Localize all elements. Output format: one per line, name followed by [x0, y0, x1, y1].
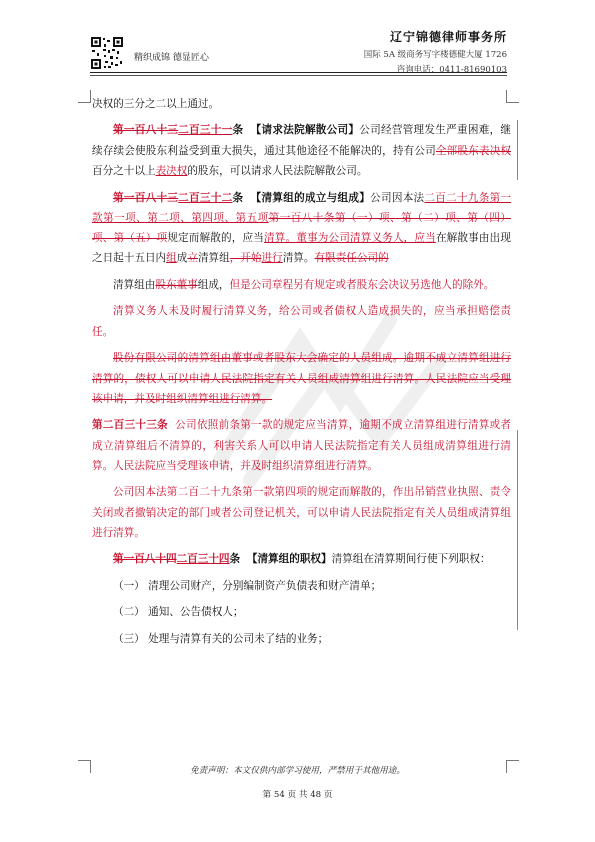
- inserted-text: 清算。董事为公司清算义务人，应当: [263, 232, 436, 245]
- document-body: [92, 94, 511, 655]
- inserted-paragraph: 清算义务人未及时履行清算义务，给公司或者债权人造成损失的，应当承担赔偿责任。: [92, 305, 511, 338]
- deleted-text: 有限责任公司的: [314, 252, 389, 265]
- inserted-paragraph: 公司因本法第二百二十九条第一款第四项的规定而解散的，作出吊销营业执照、责令关闭或者撤销决定的部门或者公司登记机关，可以申请人民法院指定有关人员组成清算组进行清算。: [92, 486, 511, 539]
- article-232: 第一百八十三二百三十二条 【清算组的成立与组成】公司因本法二百二十九条第一款第一项、第二项、第四项、第五项第一百八十条第（一）项、第（二）项、第（四）项、第（五）项规定而解散的，应当清算。董事为公司清算义务人，应当在解散事由出现之日起十五日内组成立清算组，开始进行清算。有限责任公司的: [92, 191, 512, 265]
- firm-slogan: 精织成锦 德显匠心: [134, 53, 209, 63]
- crop-mark: [78, 90, 91, 103]
- disclaimer: 免责声明：本文仅供内部学习使用，严禁用于其他用途。: [190, 766, 405, 776]
- paragraph: 清算组由股东董事组成，但是公司章程另有规定或者股东会决议另选他人的除外。: [113, 278, 495, 291]
- article-234: 第一百八十四二百三十四条 【清算组的职权】清算组在清算期间行使下列职权：: [113, 553, 491, 566]
- inserted-text: 二百三十一: [178, 124, 233, 137]
- inserted-text: 但是公司章程另有规定或者股东会决议另选他人的除外。: [229, 278, 495, 291]
- deleted-text: 股东董事: [155, 278, 198, 291]
- deleted-text: 第一百八十四: [113, 553, 177, 566]
- firm-address: 国际 5A 级商务写字楼德健大厦 1726: [363, 50, 507, 60]
- page-number: 第 54 页 共 48 页: [262, 790, 333, 800]
- header-rule: [90, 72, 507, 73]
- header-rule-thin: [90, 75, 507, 76]
- inserted-text: 组: [166, 252, 177, 265]
- deleted-text: 第一百八十三: [113, 191, 179, 204]
- deleted-text: 立: [187, 252, 198, 265]
- inserted-text: 进行: [261, 252, 283, 265]
- article-title: 【清算组的职权】: [246, 553, 332, 566]
- article-233: 第二百三十三条 公司依照前条第一款的规定应当清算，逾期不成立清算组进行清算或者成立清算组后不清算的，利害关系人可以申请人民法院指定有关人员组成清算组进行清算。人民法院应当受理该申请，并及时组织清算组进行清算。: [92, 419, 511, 472]
- inserted-text: 二百三十二: [178, 191, 233, 204]
- firm-phone: 咨询电话：0411-81690103: [396, 65, 507, 75]
- deleted-text: 第一百八十条第（一）项、第（二）项、第（四）项、第（五）项: [92, 211, 511, 245]
- article-title: 【请求法院解散公司】: [250, 124, 360, 137]
- list-item: （二） 通知、公告债权人；: [113, 606, 244, 619]
- inserted-text: 表决权: [155, 165, 188, 178]
- deleted-text: 第一百八十三: [113, 124, 179, 137]
- paragraph: 决权的三分之二以上通过。: [92, 98, 220, 110]
- list-item: （一） 清理公司财产，分别编制资产负债表和财产清单；: [113, 579, 382, 592]
- margin-mark: [517, 120, 518, 180]
- article-231: 第一百八十三二百三十一条 【请求法院解散公司】公司经营管理发生严重困难，继续存续会使股东利益受到重大损失，通过其他途径不能解决的，持有公司全部股东表决权百分之十以上表决权的股东，可以请求人民法院解散公司。: [92, 124, 512, 178]
- deleted-text: ，开始: [229, 252, 262, 265]
- firm-name: 辽宁锦德律师事务所: [389, 30, 507, 44]
- qr-code-icon: [90, 36, 124, 70]
- deleted-text: 全部股东表决权: [435, 144, 512, 157]
- list-item: （三） 处理与清算有关的公司未了结的业务；: [113, 632, 329, 645]
- article-label: 第二百三十三条: [92, 419, 168, 432]
- inserted-text: 二百二十九条第一款第一项、第二项、第四项、第五项: [92, 191, 512, 224]
- firm-info: [364, 28, 507, 75]
- article-title: 【清算组的成立与组成】: [250, 191, 371, 204]
- inserted-text: 二百三十四: [176, 553, 230, 566]
- margin-mark: [517, 430, 518, 630]
- deleted-paragraph: 股份有限公司的清算组由董事或者股东大会确定的人员组成。逾期不成立清算组进行清算的，债权人可以申请人民法院指定有关人员组成清算组进行清算。人民法院应当受理该申请，并及时组织清算组进行清算。: [92, 352, 511, 405]
